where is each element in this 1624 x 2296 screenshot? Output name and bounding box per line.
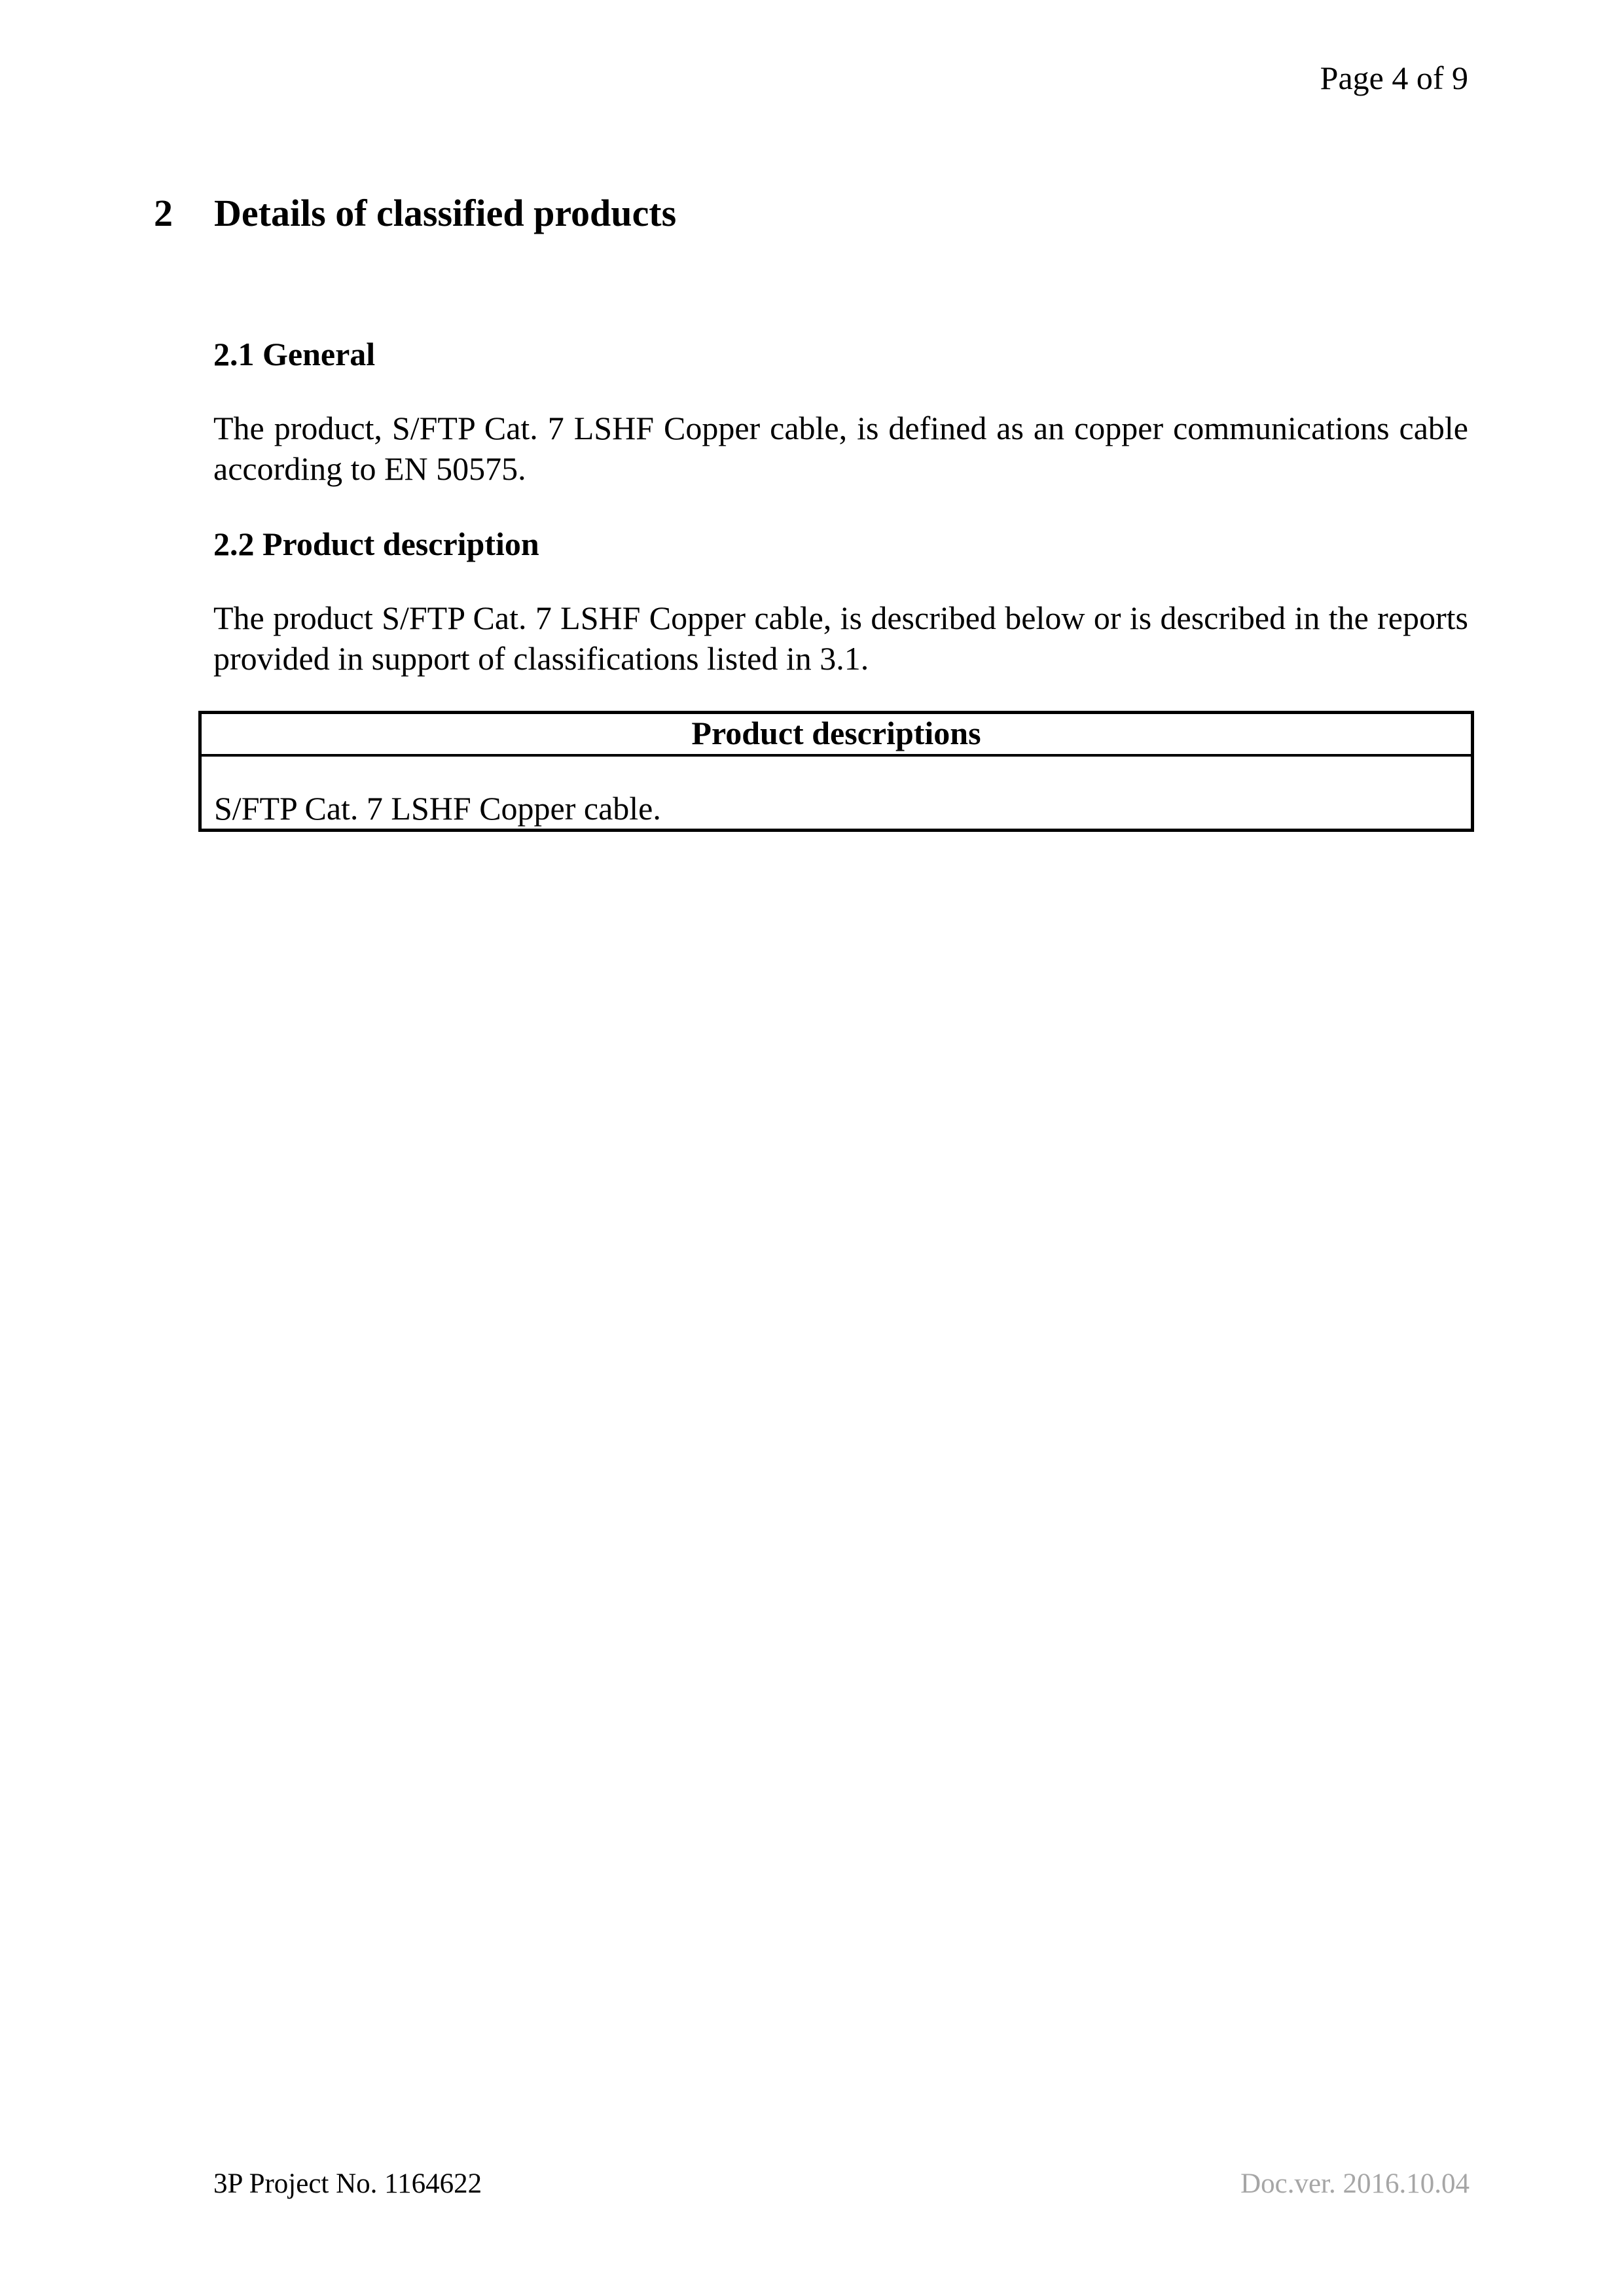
table-row bbox=[200, 755, 1473, 831]
product-descriptions-table bbox=[198, 711, 1474, 832]
chapter-number: 2 bbox=[154, 192, 173, 234]
table-header-cell: Product descriptions bbox=[200, 713, 1473, 756]
paragraph-general bbox=[213, 408, 1468, 489]
paragraph-line: The product S/FTP Cat. 7 LSHF Copper cable, is described below or is described in the reports bbox=[213, 600, 1468, 636]
footer-doc-version: Doc.ver. 2016.10.04 bbox=[1240, 2168, 1470, 2199]
page-number: Page 4 of 9 bbox=[1320, 60, 1468, 96]
table-cell-product: S/FTP Cat. 7 LSHF Copper cable. bbox=[214, 790, 661, 827]
paragraph-line: The product, S/FTP Cat. 7 LSHF Copper cable, is defined as an copper communications cable bbox=[213, 410, 1468, 446]
paragraph-line: according to EN 50575. bbox=[213, 450, 526, 487]
chapter-title: Details of classified products bbox=[214, 192, 677, 234]
section-heading-product-description: 2.2 Product description bbox=[213, 526, 539, 562]
paragraph-line: provided in support of classifications listed in 3.1. bbox=[213, 640, 869, 677]
table-header-row bbox=[200, 713, 1473, 756]
chapter-heading bbox=[154, 192, 676, 235]
paragraph-product-description bbox=[213, 598, 1468, 679]
footer-project-number: 3P Project No. 1164622 bbox=[213, 2168, 482, 2199]
section-heading-general: 2.1 General bbox=[213, 336, 376, 372]
